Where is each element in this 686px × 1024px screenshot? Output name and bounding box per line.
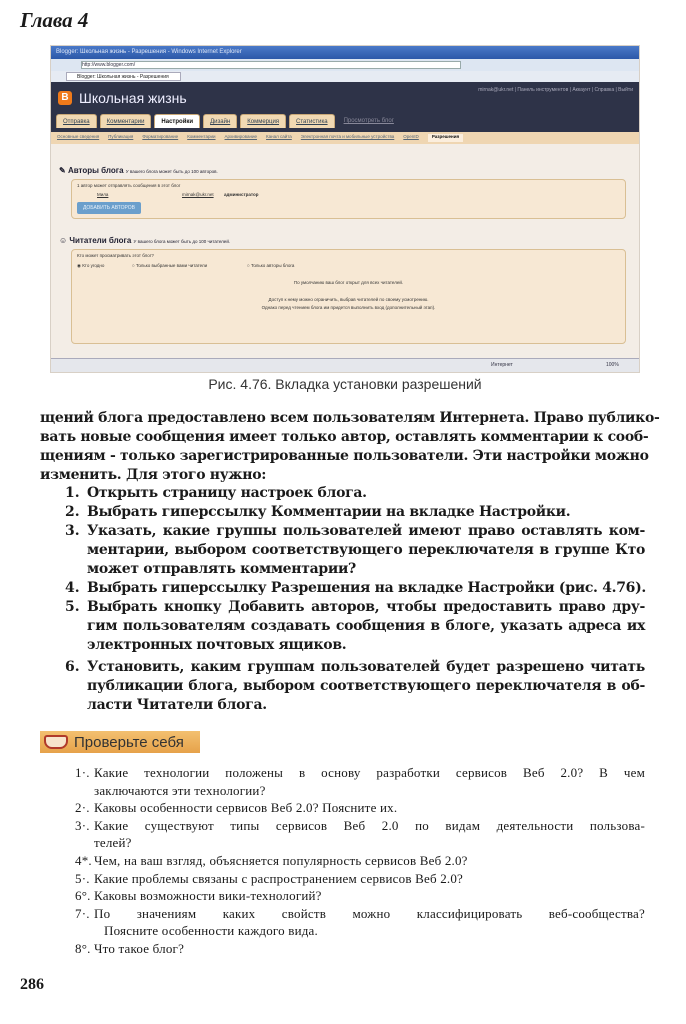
question-number: 1·. xyxy=(75,765,90,780)
question-line: Чем, на ваш взгляд, объясняется популярность сервисов Веб 2.0? xyxy=(94,853,468,868)
paragraph-line: щениям - только зарегистрированные пользователи. Эти настройки можно xyxy=(40,448,649,464)
author-role: администратор xyxy=(224,192,259,197)
paragraph-line: вать новые сообщения имеет только автор, оставлять комментарии к сооб- xyxy=(40,429,649,445)
step-line: Установить, каким группам пользователей будет разрешено читать xyxy=(87,659,645,675)
add-authors-button: ДОБАВИТЬ АВТОРОВ xyxy=(77,202,141,214)
figure-caption: Рис. 4.76. Вкладка установки разрешений xyxy=(208,376,482,392)
step-line: электронных почтовых ящиков. xyxy=(87,637,347,653)
step-line: Выбрать гиперссылку Разрешения на вкладке Настройки (рис. 4.76). xyxy=(87,580,646,596)
question-number: 7·. xyxy=(75,905,90,921)
question-line: По значениям каких свойств можно классифицировать веб-сообщества? xyxy=(94,905,645,921)
step-number: 4. xyxy=(65,580,80,596)
step-line: гим пользователям создавать сообщения в блоге, указать адреса их xyxy=(87,618,645,634)
question-number: 5·. xyxy=(75,870,90,886)
radio-label: Только авторы блога xyxy=(250,263,295,268)
settings-subtabs xyxy=(51,132,639,144)
step-number: 2. xyxy=(65,504,80,520)
step-line: ментарии, выбором соответствующего переключателя в группе Кто xyxy=(87,542,645,558)
chapter-heading: Глава 4 xyxy=(20,8,89,32)
radio-anyone: ◉ Кто угодно xyxy=(77,263,105,268)
step-number: 5. xyxy=(65,599,80,615)
question-number: 2·. xyxy=(75,800,90,816)
subtab: Электронная почта и мобильные устройства xyxy=(300,134,395,139)
question-line: Какие проблемы связаны с распространением сервисов Веб 2.0? xyxy=(94,870,464,886)
question-line: телей? xyxy=(94,835,132,851)
step-line: Указать, какие группы пользователей имеют право оставлять ком- xyxy=(87,523,645,539)
subtab-permissions: Разрешения xyxy=(428,134,463,142)
info-line: Однако перед чтением блога им придется выполнить вход (дополнительный этап). xyxy=(261,305,436,310)
address-text: http://www.blogger.com/ xyxy=(82,62,136,68)
readers-question: Кто может просматривать этот блог? xyxy=(77,253,154,258)
page-number: 286 xyxy=(20,976,44,993)
radio-selected-readers: ○ Только выбранные вами читатели xyxy=(132,263,208,268)
view-blog-link: Просмотреть блог xyxy=(343,118,394,124)
tab-comments: Комментарии xyxy=(100,114,152,128)
address-input xyxy=(81,61,461,69)
info-line: Доступ к нему можно ограничить, выбрав читателей по своему усмотрению. xyxy=(268,297,429,302)
status-bar xyxy=(51,358,639,372)
question-line: заключаются эти технологии? xyxy=(94,782,266,798)
info-line: По умолчанию ваш блог открыт для всех читателей. xyxy=(293,280,404,285)
authors-note: У вашего блога может быть до 100 авторов. xyxy=(125,169,218,174)
authors-title: Авторы блога xyxy=(67,166,124,175)
blogger-logo-icon: B xyxy=(58,91,72,105)
window-title: Blogger: Школьная жизнь - Разрешения - Windows Internet Explorer xyxy=(51,46,639,59)
step-line: Выбрать кнопку Добавить авторов, чтобы предоставить право дру- xyxy=(87,599,645,615)
step-number: 3. xyxy=(65,523,80,539)
blog-name: Школьная жизнь xyxy=(79,90,187,106)
question-line: Какие существуют типы сервисов Веб 2.0 по видам деятельности пользова- xyxy=(94,817,645,833)
question-number: 8°. xyxy=(75,941,91,956)
tab-commerce: Коммерция xyxy=(240,114,286,128)
radio-label: Кто угодно xyxy=(82,263,105,268)
question-number: 3·. xyxy=(75,817,90,833)
question-number: 6°. xyxy=(75,888,91,904)
status-zone: Интернет xyxy=(491,362,513,368)
radio-authors-only: ○ Только авторы блога xyxy=(247,263,295,268)
authors-section-title: ✎ Авторы блога У вашего блога может быть до 100 авторов. xyxy=(59,166,218,175)
tab-settings: Настройки xyxy=(154,114,200,128)
tab-posting: Отправка xyxy=(56,114,97,128)
radio-label: Только выбранные вами читатели xyxy=(135,263,208,268)
question-line: Каковы особенности сервисов Веб 2.0? Поясните их. xyxy=(94,800,398,816)
subtab: Канал сайта xyxy=(266,134,292,139)
authors-box xyxy=(71,179,626,219)
subtab: Основные сведения xyxy=(57,134,100,139)
address-bar xyxy=(51,59,639,71)
step-line: ласти Читатели блога. xyxy=(87,697,267,713)
question-number: 4*. xyxy=(75,853,92,868)
step-number: 1. xyxy=(65,485,80,501)
browser-tabs xyxy=(51,71,639,82)
paragraph-line: щений блога предоставлено всем пользователям Интернета. Право публико- xyxy=(40,410,660,426)
figure-screenshot xyxy=(50,45,640,373)
blog-tabs xyxy=(56,114,400,128)
check-yourself-header xyxy=(40,731,200,753)
subtab: Форматирование xyxy=(142,134,179,139)
status-zoom: 100% xyxy=(606,362,619,368)
step-line: Открыть страницу настроек блога. xyxy=(87,485,367,501)
subtab: Комментарии xyxy=(187,134,216,139)
subtab: Публикация xyxy=(108,134,134,139)
question-line: Какие технологии положены в основу разработки сервисов Веб 2.0? В чем xyxy=(94,765,645,780)
step-line: может отправлять комментарии? xyxy=(87,561,356,577)
tab-design: Дизайн xyxy=(203,114,237,128)
subtab: Архивирование xyxy=(224,134,258,139)
author-name: Мила xyxy=(97,192,109,197)
step-line: Выбрать гиперссылку Комментарии на вкладке Настройки. xyxy=(87,504,571,520)
tab-stats: Статистика xyxy=(289,114,335,128)
paragraph-line: изменить. Для этого нужно: xyxy=(40,467,267,483)
book-icon xyxy=(44,735,68,749)
authors-count: 1 автор может отправлять сообщения в этот блог xyxy=(77,183,181,188)
check-title: Проверьте себя xyxy=(74,734,184,751)
readers-note: У вашего блога может быть до 100 читателей. xyxy=(133,239,231,244)
author-email: mirnak@ukr.net xyxy=(182,192,214,197)
top-links: mirnak@ukr.net | Панель инструментов | Аккаунт | Справка | Выйти xyxy=(478,87,633,93)
readers-box xyxy=(71,249,626,344)
browser-tab: Blogger: Школьная жизнь - Разрешения xyxy=(66,72,181,81)
readers-title: Читатели блога xyxy=(69,236,132,245)
question-line: Каковы возможности вики-технологий? xyxy=(94,888,322,904)
subtab: OpenID xyxy=(403,134,419,139)
step-number: 6. xyxy=(65,659,80,675)
step-line: публикации блога, выбором соответствующего переключателя в об- xyxy=(87,678,645,694)
question-line: Поясните особенности каждого вида. xyxy=(104,923,318,939)
readers-section-title: ☺ Читатели блога У вашего блога может быть до 100 читателей. xyxy=(59,236,231,245)
question-line: Что такое блог? xyxy=(94,941,185,956)
